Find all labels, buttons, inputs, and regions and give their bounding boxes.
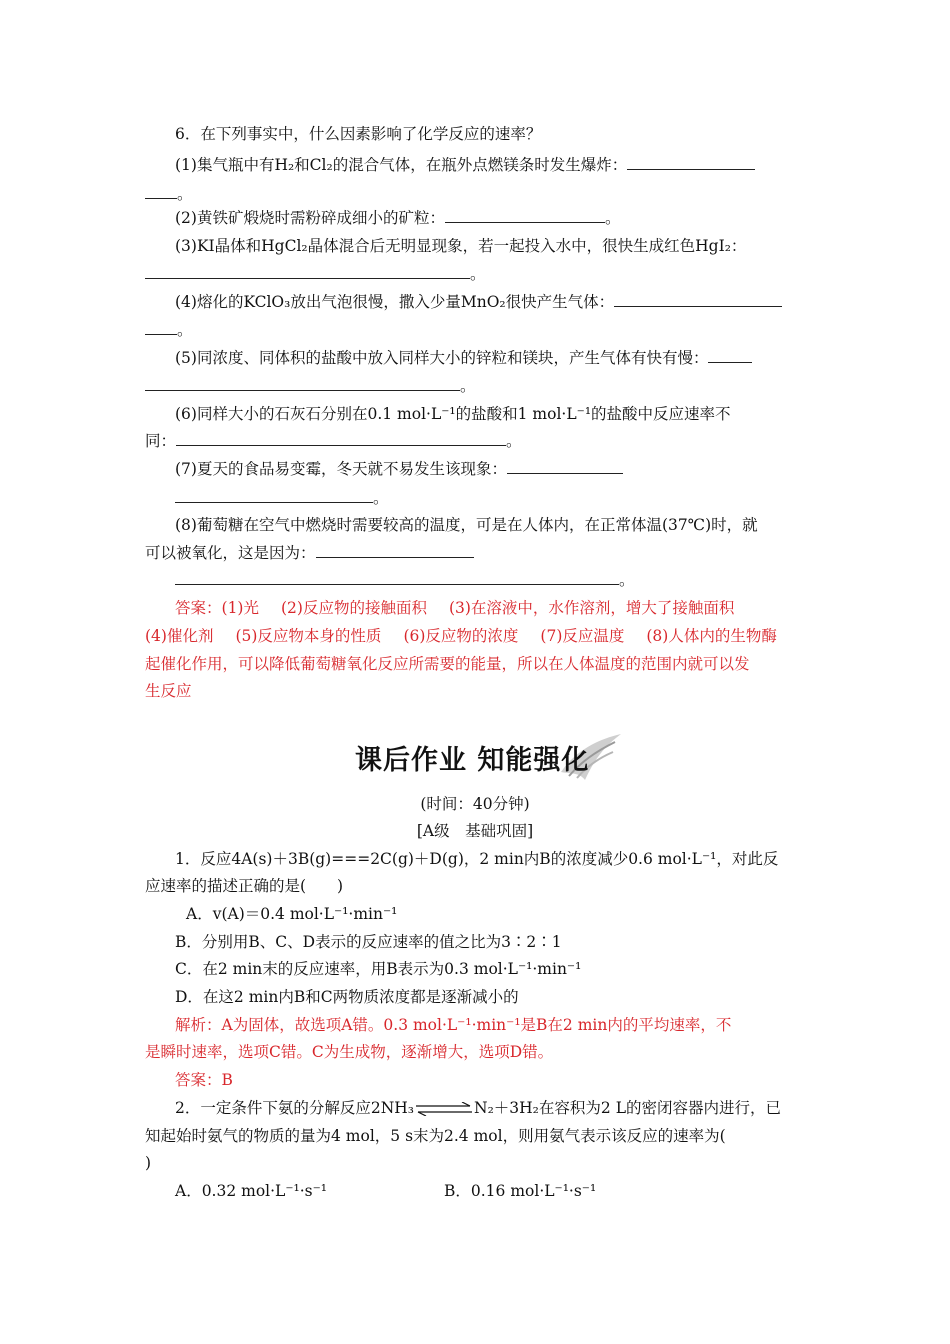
q1-stem-cont: 应速率的描述正确的是( ) xyxy=(145,877,344,895)
answer-item: (7)反应温度 xyxy=(540,627,625,645)
answer-item: (2)反应物的接触面积 xyxy=(280,599,427,617)
answer-blank xyxy=(316,543,474,558)
answer-blank xyxy=(627,155,755,170)
answer-value: B xyxy=(221,1071,233,1089)
q2-stem-text: 2．一定条件下氨的分解反应2NH₃ xyxy=(175,1099,415,1117)
q6-part8-cont xyxy=(145,543,474,563)
answer-item: (3)在溶液中，水作溶剂，增大了接触面积 xyxy=(448,599,735,617)
q6-part3: (3)KI晶体和HgCl₂晶体混合后无明显现象，若一起投入水中，很快生成红色HgI₂： xyxy=(175,237,747,255)
q6-part4-text: (4)熔化的KClO₃放出气泡很慢，撒入少量MnO₂很快产生气体： xyxy=(175,293,615,311)
q6-part6-text: 同： xyxy=(145,432,177,450)
q6-part4 xyxy=(175,292,782,312)
q6-part5 xyxy=(175,348,752,368)
answer-item: (6)反应物的浓度 xyxy=(403,627,519,645)
q2-option-b: B．0.16 mol·L⁻¹·s⁻¹ xyxy=(444,1182,597,1200)
answer-blank xyxy=(145,320,177,335)
q6-part5-cont xyxy=(145,376,476,396)
q1-analysis xyxy=(175,1015,731,1035)
q2-stem-end: ) xyxy=(145,1154,152,1172)
q2-stem-text: N₂＋3H₂在容积为2 L的密闭容器内进行，已 xyxy=(474,1099,781,1117)
q6-part7-text: (7)夏天的食品易变霉，冬天就不易发生该现象： xyxy=(175,460,507,478)
answer-blank xyxy=(614,292,782,307)
q2-stem-cont: 知起始时氨气的物质的量为4 mol，5 s末为2.4 mol，则用氨气表示该反应的速率为( xyxy=(145,1127,726,1145)
q6-part4-cont xyxy=(145,320,193,340)
period: 。 xyxy=(470,265,486,283)
q6-part6: (6)同样大小的石灰石分别在0.1 mol·L⁻¹的盐酸和1 mol·L⁻¹的盐酸中反应速率不 xyxy=(175,405,731,423)
equilibrium-arrow-icon xyxy=(414,1102,474,1116)
answer6-line2 xyxy=(145,626,777,646)
period: 。 xyxy=(506,432,522,450)
analysis-label: 解析： xyxy=(175,1016,222,1034)
q1-option-d: D．在这2 min内B和C两物质浓度都是逐渐减小的 xyxy=(175,988,519,1006)
q2-stem xyxy=(175,1098,781,1118)
q6-part3-cont xyxy=(145,264,486,284)
q1-option-c: C．在2 min末的反应速率，用B表示为0.3 mol·L⁻¹·min⁻¹ xyxy=(175,960,582,978)
level-label: [A级 基础巩固] xyxy=(416,822,534,840)
answer-item: (1)光 xyxy=(221,599,259,617)
q6-part7 xyxy=(175,459,623,479)
period: 。 xyxy=(460,377,476,395)
period: 。 xyxy=(177,185,193,203)
period: 。 xyxy=(177,321,193,339)
answer-blank xyxy=(445,208,605,223)
section-title-text: 课后作业 知能强化 xyxy=(355,745,590,776)
analysis-text: A为固体，故选项A错。0.3 mol·L⁻¹·min⁻¹是B在2 min内的平均速率，不 xyxy=(221,1016,732,1034)
q1-stem: 1．反应4A(s)＋3B(g)===2C(g)＋D(g)，2 min内B的浓度减少0.6 mol·L⁻¹，对此反 xyxy=(175,850,779,868)
q6-part7-cont xyxy=(175,488,389,508)
answer6-line4: 生反应 xyxy=(145,682,192,700)
q1-analysis-cont: 是瞬时速率，选项C错。C为生成物，逐渐增大，选项D错。 xyxy=(145,1043,554,1061)
answer-blank xyxy=(145,376,460,391)
q6-part1 xyxy=(175,155,755,175)
answer-blank xyxy=(708,348,752,363)
q2-option-a: A．0.32 mol·L⁻¹·s⁻¹ xyxy=(175,1182,328,1200)
q6-part2 xyxy=(175,208,620,228)
answer-label: 答案： xyxy=(175,599,222,617)
q6-part8: (8)葡萄糖在空气中燃烧时需要较高的温度，可是在人体内，在正常体温(37℃)时，就 xyxy=(175,516,758,534)
answer6-line3: 起催化作用，可以降低葡萄糖氧化反应所需要的能量，所以在人体温度的范围内就可以发 xyxy=(145,655,750,673)
answer-item: (8)人体内的生物酶 xyxy=(646,627,777,645)
period: 。 xyxy=(619,571,635,589)
q6-part1-cont xyxy=(145,184,193,204)
q6-part1-text: (1)集气瓶中有H₂和Cl₂的混合气体，在瓶外点燃镁条时发生爆炸： xyxy=(175,156,628,174)
answer-blank xyxy=(176,431,506,446)
answer-item: (4)催化剂 xyxy=(145,627,214,645)
q6-part2-text: (2)黄铁矿煅烧时需粉碎成细小的矿粒： xyxy=(175,209,445,227)
answer6-line1 xyxy=(175,598,734,618)
answer-label: 答案： xyxy=(175,1071,222,1089)
q6-stem: 6．在下列事实中，什么因素影响了化学反应的速率？ xyxy=(175,125,542,143)
period: 。 xyxy=(373,489,389,507)
answer-item: (5)反应物本身的性质 xyxy=(235,627,382,645)
answer-blank xyxy=(145,264,470,279)
time-limit: (时间：40分钟) xyxy=(420,795,530,813)
q6-part6-cont xyxy=(145,431,522,451)
q1-answer xyxy=(175,1070,233,1090)
q6-part8-end xyxy=(175,570,635,590)
q1-option-a: A．v(A)＝0.4 mol·L⁻¹·min⁻¹ xyxy=(186,905,398,923)
q6-part8-text: 可以被氧化，这是因为： xyxy=(145,544,316,562)
q6-part5-text: (5)同浓度、同体积的盐酸中放入同样大小的锌粒和镁块，产生气体有快有慢： xyxy=(175,349,709,367)
answer-blank xyxy=(507,459,623,474)
section-title xyxy=(355,732,625,782)
period: 。 xyxy=(604,209,621,227)
answer-blank xyxy=(175,488,373,503)
answer-blank xyxy=(145,184,177,199)
q1-option-b: B．分别用B、C、D表示的反应速率的值之比为3∶2∶1 xyxy=(175,933,562,951)
answer-blank xyxy=(175,570,619,585)
